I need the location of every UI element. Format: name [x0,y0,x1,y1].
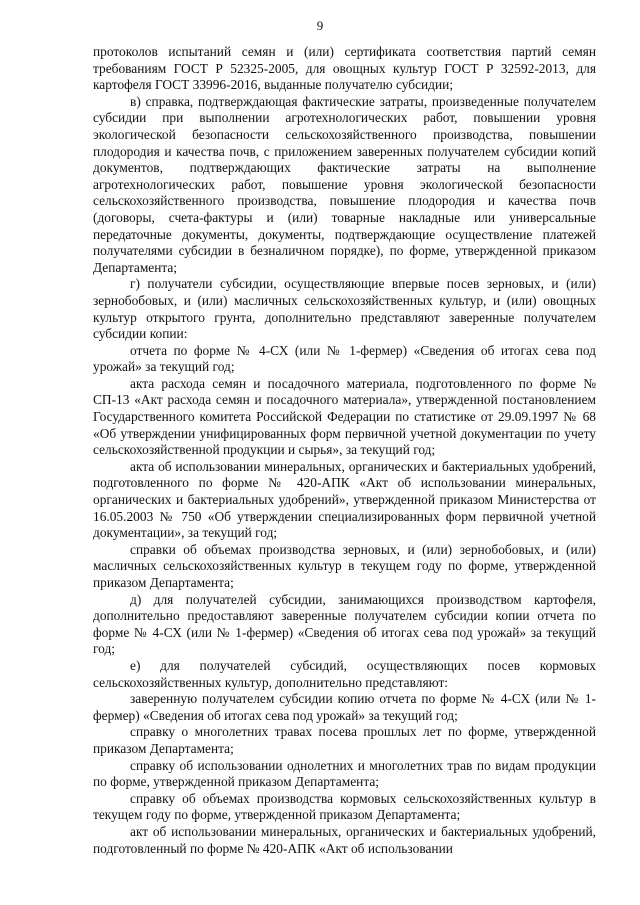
page-number: 9 [316,18,324,33]
paragraph: справку об использовании однолетних и многолетних трав по видам продукции по форме, утвержденной приказом Департамента; [93,757,596,790]
paragraph: заверенную получателем субсидии копию отчета по форме № 4-СХ (или № 1-фермер) «Сведения об итогах сева под урожай» за текущий год; [93,691,596,723]
paragraph: справки об объемах производства зерновых, и (или) зернобобовых, и (или) масличных сельскохозяйственных культур в текущем году по форме, утвержденной приказом Департамента; [93,541,596,590]
paragraph: отчета по форме № 4-СХ (или № 1-фермер) «Сведения об итогах сева под урожай» за текущий год; [93,342,596,375]
paragraph: акта расхода семян и посадочного материала, подготовленного по форме № СП-13 «Акт расхода семян и посадочного материала», утвержденной постановлением Государственного комитета Российской Федерации по статистике от 29.09.1997 № 68 «Об утверждении унифицированных форм первичной учетной документации по учету сельскохозяйственной продукции и сырья», за текущий год; [93,375,596,458]
paragraph-continuation: протоколов испытаний семян и (или) сертификата соответствия партий семян требованиям ГОСТ Р 52325-2005, для овощных культур ГОСТ Р 32592-2013, для картофеля ГОСТ 33996-2016, выданные получателю субсидии; [93,44,596,93]
paragraph: справку о многолетних травах посева прошлых лет по форме, утвержденной приказом Департамента; [93,724,596,756]
paragraph: справку об объемах производства кормовых сельскохозяйственных культур в текущем году по форме, утвержденной приказом Департамента; [93,790,596,823]
paragraph-item-v: в) справка, подтверждающая фактические затраты, произведенные получателем субсидии при выполнении агротехнологических работ, повышении уровня экологической безопасности сельскохозяйственного производства, повышении плодородия и качества почв, с приложением заверенных получателем субсидии копий документов, подтверждающих фактические затраты на выполнение агротехнологических работ, повышение уровня экологической безопасности сельскохозяйственного производства, повышение плодородия и качества почв (договоры, счета-фактуры и (или) товарные накладные или универсальные передаточные документы, документы, подтверждающие осуществление платежей получателями субсидии в безналичном порядке), по форме, утвержденной приказом Департамента; [93,93,596,275]
paragraph: акт об использовании минеральных, органических и бактериальных удобрений, подготовленный по форме № 420-АПК «Акт об использовании [93,823,596,856]
paragraph-item-d: д) для получателей субсидии, занимающихся производством картофеля, дополнительно предоставляют заверенные получателем субсидии копии отчета по форме № 4-СХ (или № 1-фермер) «Сведения об итогах сева под урожай» за текущий год; [93,591,596,657]
paragraph-item-g: г) получатели субсидии, осуществляющие впервые посев зерновых, и (или) зернобобовых, и (или) масличных сельскохозяйственных культур, и (или) овощных культур открытого грунта, дополнительно представляют заверенные получателем субсидии копии: [93,276,596,342]
document-body [93,44,596,857]
paragraph: акта об использовании минеральных, органических и бактериальных удобрений, подготовленного по форме № 420-АПК «Акт об использовании минеральных, органических и бактериальных удобрений», утвержденной приказом Министерства от 16.05.2003 № 750 «Об утверждении специализированных форм первичной учетной документации», за текущий год; [93,458,596,541]
paragraph-item-e: е) для получателей субсидий, осуществляющих посев кормовых сельскохозяйственных культур, дополнительно представляют: [93,657,596,690]
